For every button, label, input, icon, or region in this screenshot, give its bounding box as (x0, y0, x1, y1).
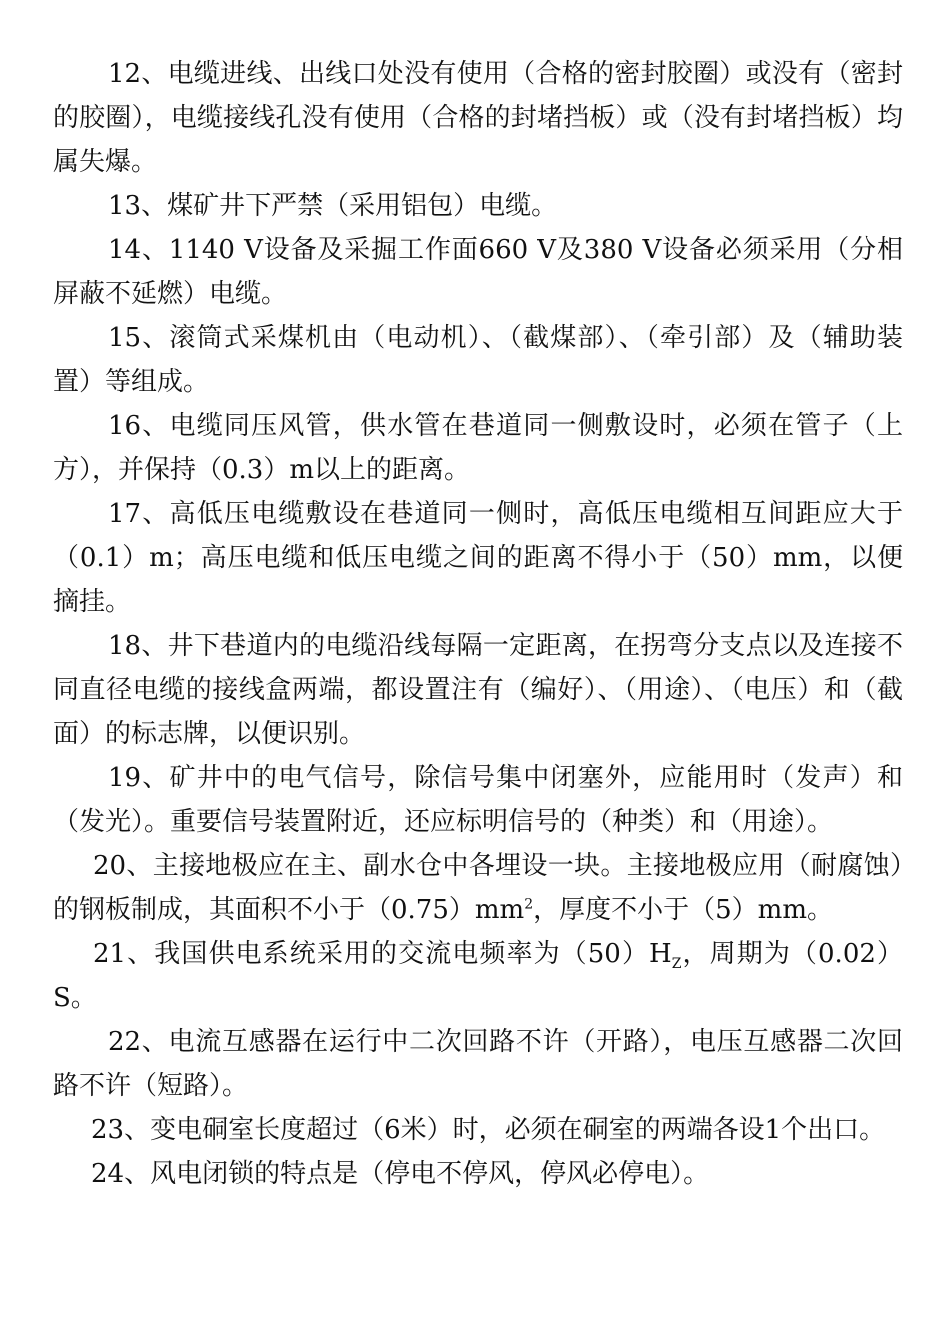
item-22: 22、电流互感器在运行中二次回路不许（开路），电压互感器二次回路不许（短路）。 (53, 1027, 903, 1101)
item-15: 15、滚筒式采煤机由（电动机）、（截煤部）、（牵引部）及（辅助装置）等组成。 (53, 323, 903, 397)
item-21-subscript: Z (671, 956, 682, 973)
item-24: 24、风电闭锁的特点是（停电不停风，停风必停电）。 (91, 1159, 710, 1189)
document-body (53, 52, 903, 1196)
item-14: 14、1140 V设备及采掘工作面660 V及380 V设备必须采用（分相屏蔽不延燃）电缆。 (53, 235, 903, 309)
item-20-text: 20、主接地极应在主、副水仓中各埋设一块。主接地极应用（耐腐蚀）的钢板制成，其面积不小于（0.75）mm (53, 851, 903, 925)
item-20-text-end: ，厚度不小于（5）mm。 (533, 895, 833, 925)
item-18: 18、井下巷道内的电缆沿线每隔一定距离，在拐弯分支点以及连接不同直径电缆的接线盒两端，都设置注有（编好）、（用途）、（电压）和（截面）的标志牌，以便识别。 (53, 631, 903, 749)
item-21-text-end: ，周期为（0.02）S。 (53, 939, 903, 1013)
item-23: 23、变电硐室长度超过（6米）时，必须在硐室的两端各设1个出口。 (91, 1115, 886, 1145)
item-17: 17、高低压电缆敷设在巷道同一侧时，高低压电缆相互间距应大于（0.1）m；高压电缆和低压电缆之间的距离不得小于（50）mm，以便摘挂。 (53, 499, 903, 617)
item-16: 16、电缆同压风管，供水管在巷道同一侧敷设时，必须在管子（上方），并保持（0.3）m以上的距离。 (53, 411, 903, 485)
item-13: 13、煤矿井下严禁（采用铝包）电缆。 (108, 191, 558, 221)
item-19: 19、矿井中的电气信号，除信号集中闭塞外，应能用时（发声）和（发光）。重要信号装置附近，还应标明信号的（种类）和（用途）。 (53, 763, 903, 837)
item-21 (53, 932, 903, 1020)
item-20 (53, 844, 903, 932)
item-21-text: 21、我国供电系统采用的交流电频率为（50）H (93, 939, 672, 969)
item-20-superscript: 2 (524, 896, 534, 913)
item-12: 12、电缆进线、出线口处没有使用（合格的密封胶圈）或没有（密封的胶圈），电缆接线孔没有使用（合格的封堵挡板）或（没有封堵挡板）均属失爆。 (53, 59, 903, 177)
